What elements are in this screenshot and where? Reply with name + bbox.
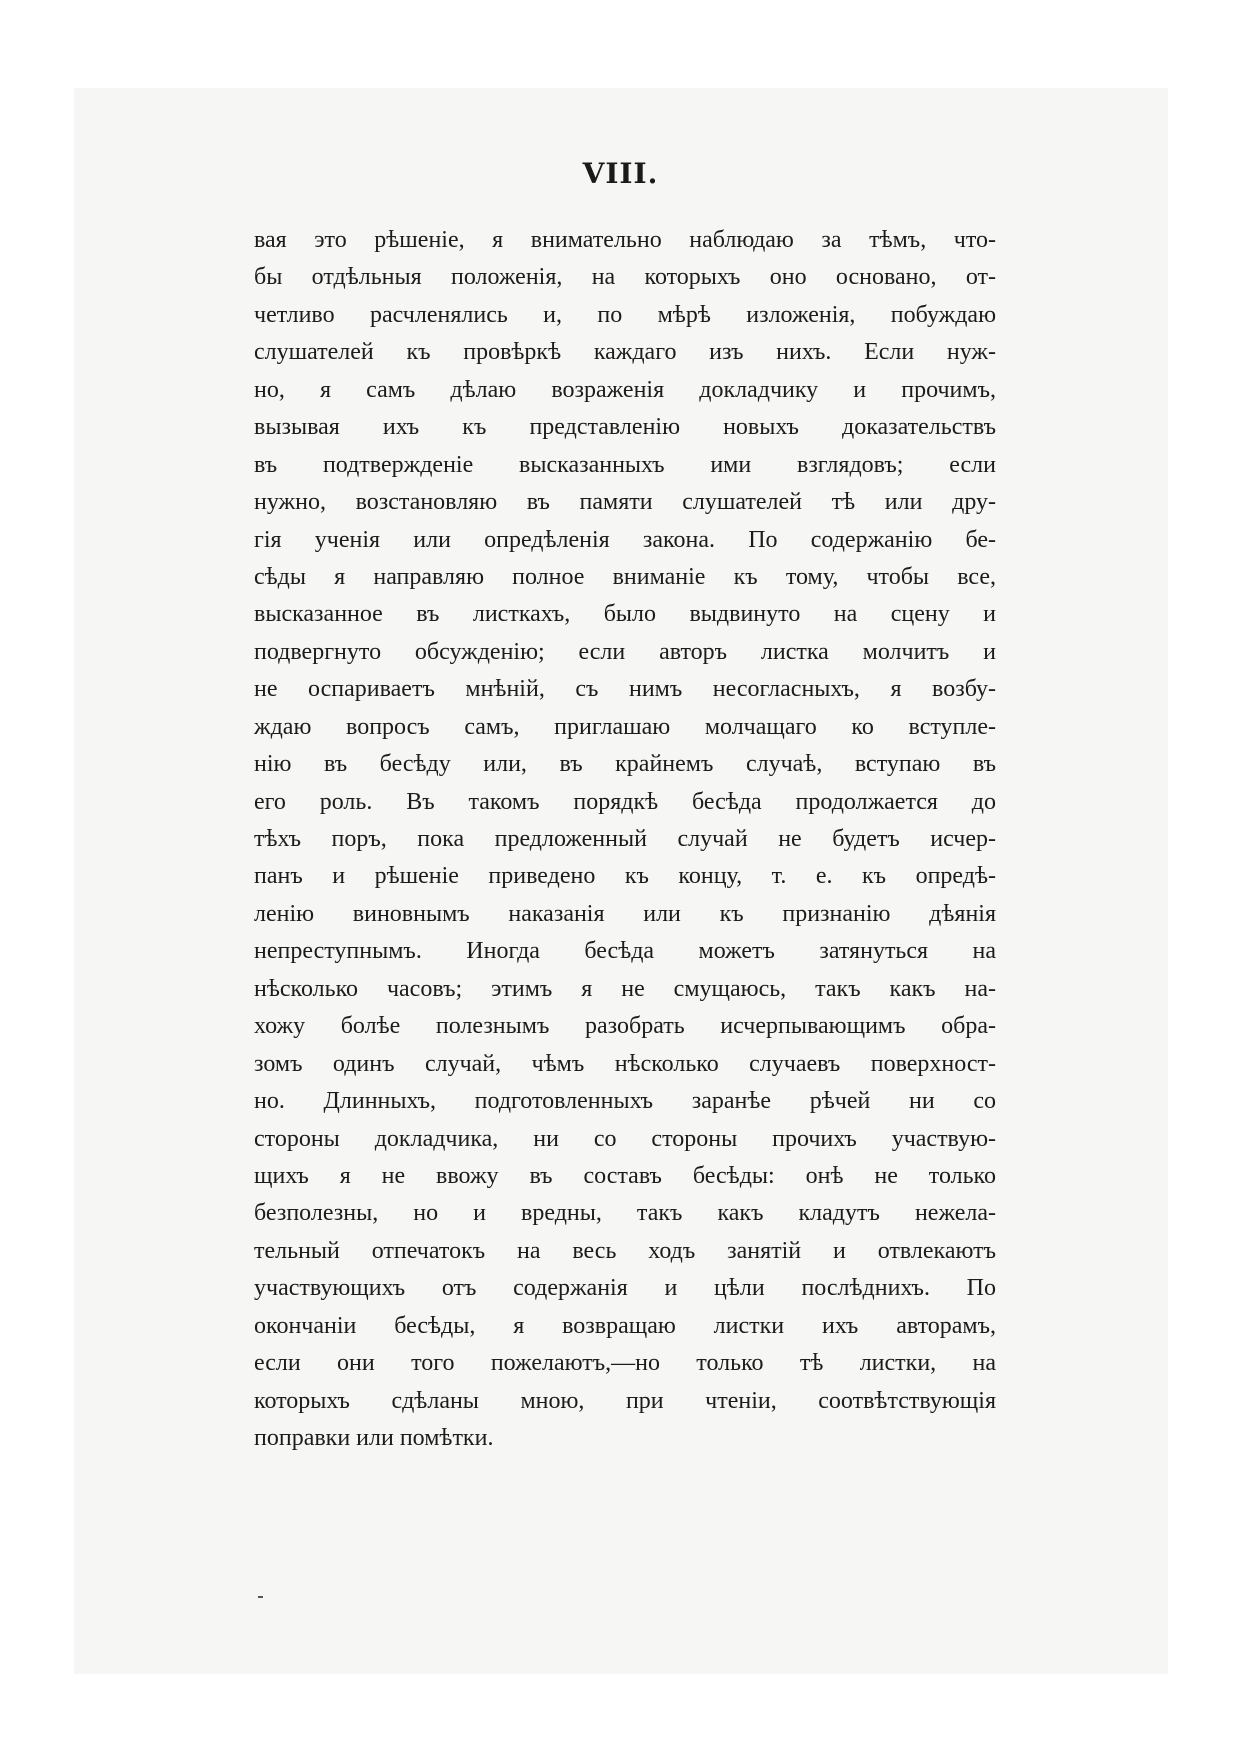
text-line: высказанное въ листкахъ, было выдвинуто на сцену и xyxy=(254,601,996,628)
text-line: щихъ я не ввожу въ составъ бесѣды: онѣ не только xyxy=(254,1162,996,1189)
text-line: тельный отпечатокъ на весь ходъ занятій и отвлекаютъ xyxy=(254,1237,996,1264)
text-line: сѣды я направляю полное вниманіе къ тому, чтобы все, xyxy=(254,563,996,590)
text-line: хожу болѣе полезнымъ разобрать исчерпывающимъ обра- xyxy=(254,1013,996,1040)
page-number: VIII. xyxy=(582,157,659,190)
text-line: зомъ одинъ случай, чѣмъ нѣсколько случаевъ поверхност- xyxy=(254,1050,996,1077)
text-line: ленію виновнымъ наказанія или къ признанію дѣянія xyxy=(254,900,996,927)
text-line: нію въ бесѣду или, въ крайнемъ случаѣ, вступаю въ xyxy=(254,751,996,778)
text-line: слушателей къ провѣркѣ каждаго изъ нихъ. Если нуж- xyxy=(254,339,996,366)
text-line: нѣсколько часовъ; этимъ я не смущаюсь, такъ какъ на- xyxy=(254,975,996,1002)
text-line: вызывая ихъ къ представленію новыхъ доказательствъ xyxy=(254,414,996,441)
text-line: бы отдѣльныя положенія, на которыхъ оно основано, от- xyxy=(254,264,996,291)
text-line: если они того пожелаютъ,—но только тѣ листки, на xyxy=(254,1350,996,1377)
text-line: не оспариваетъ мнѣній, съ нимъ несогласныхъ, я возбу- xyxy=(254,676,996,703)
text-line: которыхъ сдѣланы мною, при чтеніи, соотвѣтствующія xyxy=(254,1387,996,1414)
text-line: но. Длинныхъ, подготовленныхъ заранѣе рѣчей ни со xyxy=(254,1088,996,1115)
text-line: четливо расчленялись и, по мѣрѣ изложенія, побуждаю xyxy=(254,301,996,328)
text-line: нужно, возстановляю въ памяти слушателей тѣ или дру- xyxy=(254,489,996,516)
text-line: подвергнуто обсужденію; если авторъ листка молчитъ и xyxy=(254,638,996,665)
text-line: тѣхъ поръ, пока предложенный случай не будетъ исчер- xyxy=(254,826,996,852)
text-line: участвующихъ отъ содержанія и цѣли послѣднихъ. По xyxy=(254,1275,996,1302)
text-line: въ подтвержденіе высказанныхъ ими взглядовъ; если xyxy=(254,451,996,478)
text-line: гія ученія или опредѣленія закона. По содержанію бе- xyxy=(254,526,996,553)
text-line: но, я самъ дѣлаю возраженія докладчику и прочимъ, xyxy=(254,376,996,403)
text-line: его роль. Въ такомъ порядкѣ бесѣда продолжается до xyxy=(254,788,996,815)
body-text xyxy=(254,222,996,1457)
text-line: ждаю вопросъ самъ, приглашаю молчащаго ко вступле- xyxy=(254,713,996,740)
text-line-last: поправки или помѣтки. xyxy=(254,1425,494,1451)
text-line: безполезны, но и вредны, такъ какъ кладутъ нежела- xyxy=(254,1200,996,1227)
stray-ink-mark xyxy=(258,1596,263,1598)
text-line: стороны докладчика, ни со стороны прочихъ участвую- xyxy=(254,1125,996,1152)
text-line: окончаніи бесѣды, я возвращаю листки ихъ авторамъ, xyxy=(254,1312,996,1339)
text-line: непреступнымъ. Иногда бесѣда можетъ затянуться на xyxy=(254,938,996,965)
text-line: вая это рѣшеніе, я внимательно наблюдаю за тѣмъ, что- xyxy=(254,227,996,253)
text-line: панъ и рѣшеніе приведено къ концу, т. е. къ опредѣ- xyxy=(254,863,996,890)
